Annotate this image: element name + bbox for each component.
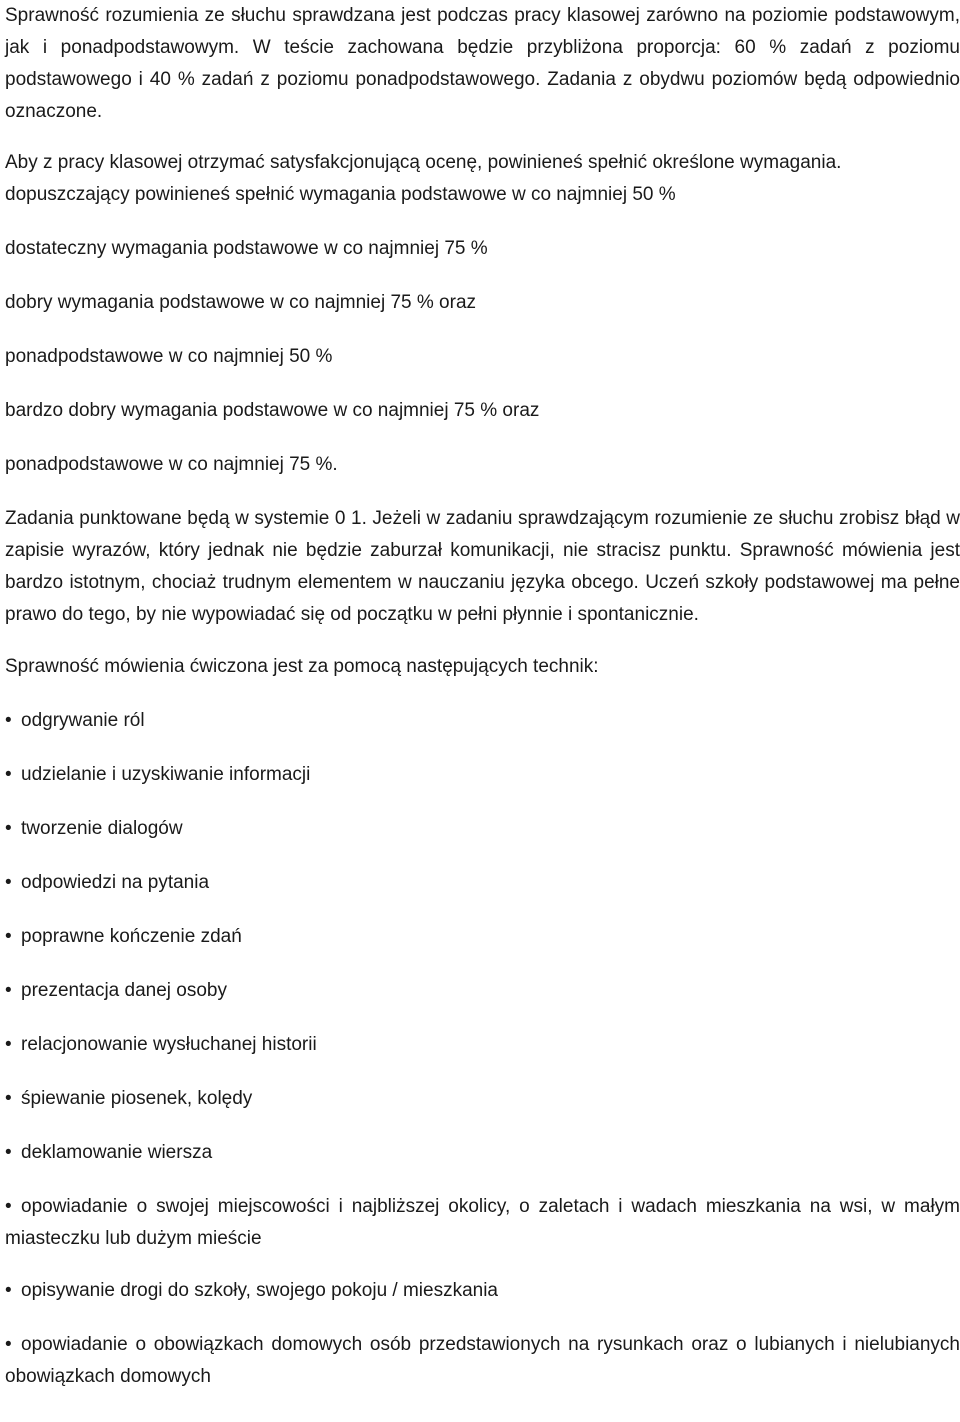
list-item: • odgrywanie ról xyxy=(5,705,960,737)
scoring-paragraph: Zadania punktowane będą w systemie 0 1. Jeżeli w zadaniu sprawdzającym rozumienie ze słuchu zrobisz błąd w zapisie wyrazów, który jednak nie będzie zaburzał komunikacji, nie stracisz punktu. Sprawność mówienia jest bardzo istotnym, chociaż trudnym elementem w nauczaniu języka obcego. Uczeń szkoły podstawowej ma pełne prawo do tego, by nie wypowiadać się od początku w pełni płynnie i spontanicznie. xyxy=(5,508,960,625)
bullet-icon: • xyxy=(5,1280,12,1301)
intro-paragraph: Sprawność rozumienia ze słuchu sprawdzana jest podczas pracy klasowej zarówno na poziomie podstawowym, jak i ponadpodstawowym. W teście zachowana będzie przybliżona proporcja: 60 % zadań z poziomu podstawowego i 40 % zadań z poziomu ponadpodstawowego. Zadania z obydwu poziomów będą odpowiednio oznaczone. xyxy=(5,5,960,122)
list-item: • tworzenie dialogów xyxy=(5,813,960,845)
requirement-line-dobry-cont: ponadpodstawowe w co najmniej 50 % xyxy=(5,346,333,367)
bullet-icon: • xyxy=(5,926,12,947)
requirement-line-dostateczny: dostateczny wymagania podstawowe w co najmniej 75 % xyxy=(5,238,488,259)
list-item: • deklamowanie wiersza xyxy=(5,1137,960,1169)
list-item: • poprawne kończenie zdań xyxy=(5,921,960,953)
list-item: • opisywanie drogi do szkoły, swojego pokoju / mieszkania xyxy=(5,1275,960,1307)
bullet-icon: • xyxy=(5,764,12,785)
list-item: • opowiadanie o obowiązkach domowych osób przedstawionych na rysunkach oraz o lubianych i nielubianych obowiązkach domowych xyxy=(5,1329,960,1393)
bullet-icon: • xyxy=(5,1034,12,1055)
bullet-icon: • xyxy=(5,1196,12,1217)
requirement-line-bardzo-dobry-cont: ponadpodstawowe w co najmniej 75 %. xyxy=(5,454,338,475)
bullet-icon: • xyxy=(5,818,12,839)
document-page xyxy=(5,0,960,1413)
speaking-lead: Sprawność mówienia ćwiczona jest za pomocą następujących technik: xyxy=(5,656,599,677)
list-item: • relacjonowanie wysłuchanej historii xyxy=(5,1029,960,1061)
bullet-icon: • xyxy=(5,1142,12,1163)
bullet-icon: • xyxy=(5,980,12,1001)
bullet-icon: • xyxy=(5,1088,12,1109)
list-item: • opowiadanie o swojej miejscowości i najbliższej okolicy, o zaletach i wadach mieszkania na wsi, w małym miasteczku lub dużym mieście xyxy=(5,1191,960,1255)
requirement-line-dobry: dobry wymagania podstawowe w co najmniej 75 % oraz xyxy=(5,292,477,313)
requirement-line-bardzo-dobry: bardzo dobry wymagania podstawowe w co najmniej 75 % oraz xyxy=(5,400,540,421)
list-item: • prezentacja danej osoby xyxy=(5,975,960,1007)
requirements-lead: Aby z pracy klasowej otrzymać satysfakcjonującą ocenę, powinieneś spełnić określone wymagania. xyxy=(5,152,842,173)
bullet-icon: • xyxy=(5,1334,12,1355)
list-item: • udzielanie i uzyskiwanie informacji xyxy=(5,759,960,791)
requirement-line-dopuszczajacy: dopuszczający powinieneś spełnić wymagania podstawowe w co najmniej 50 % xyxy=(5,184,676,205)
list-item: • śpiewanie piosenek, kolędy xyxy=(5,1083,960,1115)
bullet-icon: • xyxy=(5,872,12,893)
list-item: • odpowiedzi na pytania xyxy=(5,867,960,899)
bullet-icon: • xyxy=(5,710,12,731)
techniques-list xyxy=(5,705,960,1393)
